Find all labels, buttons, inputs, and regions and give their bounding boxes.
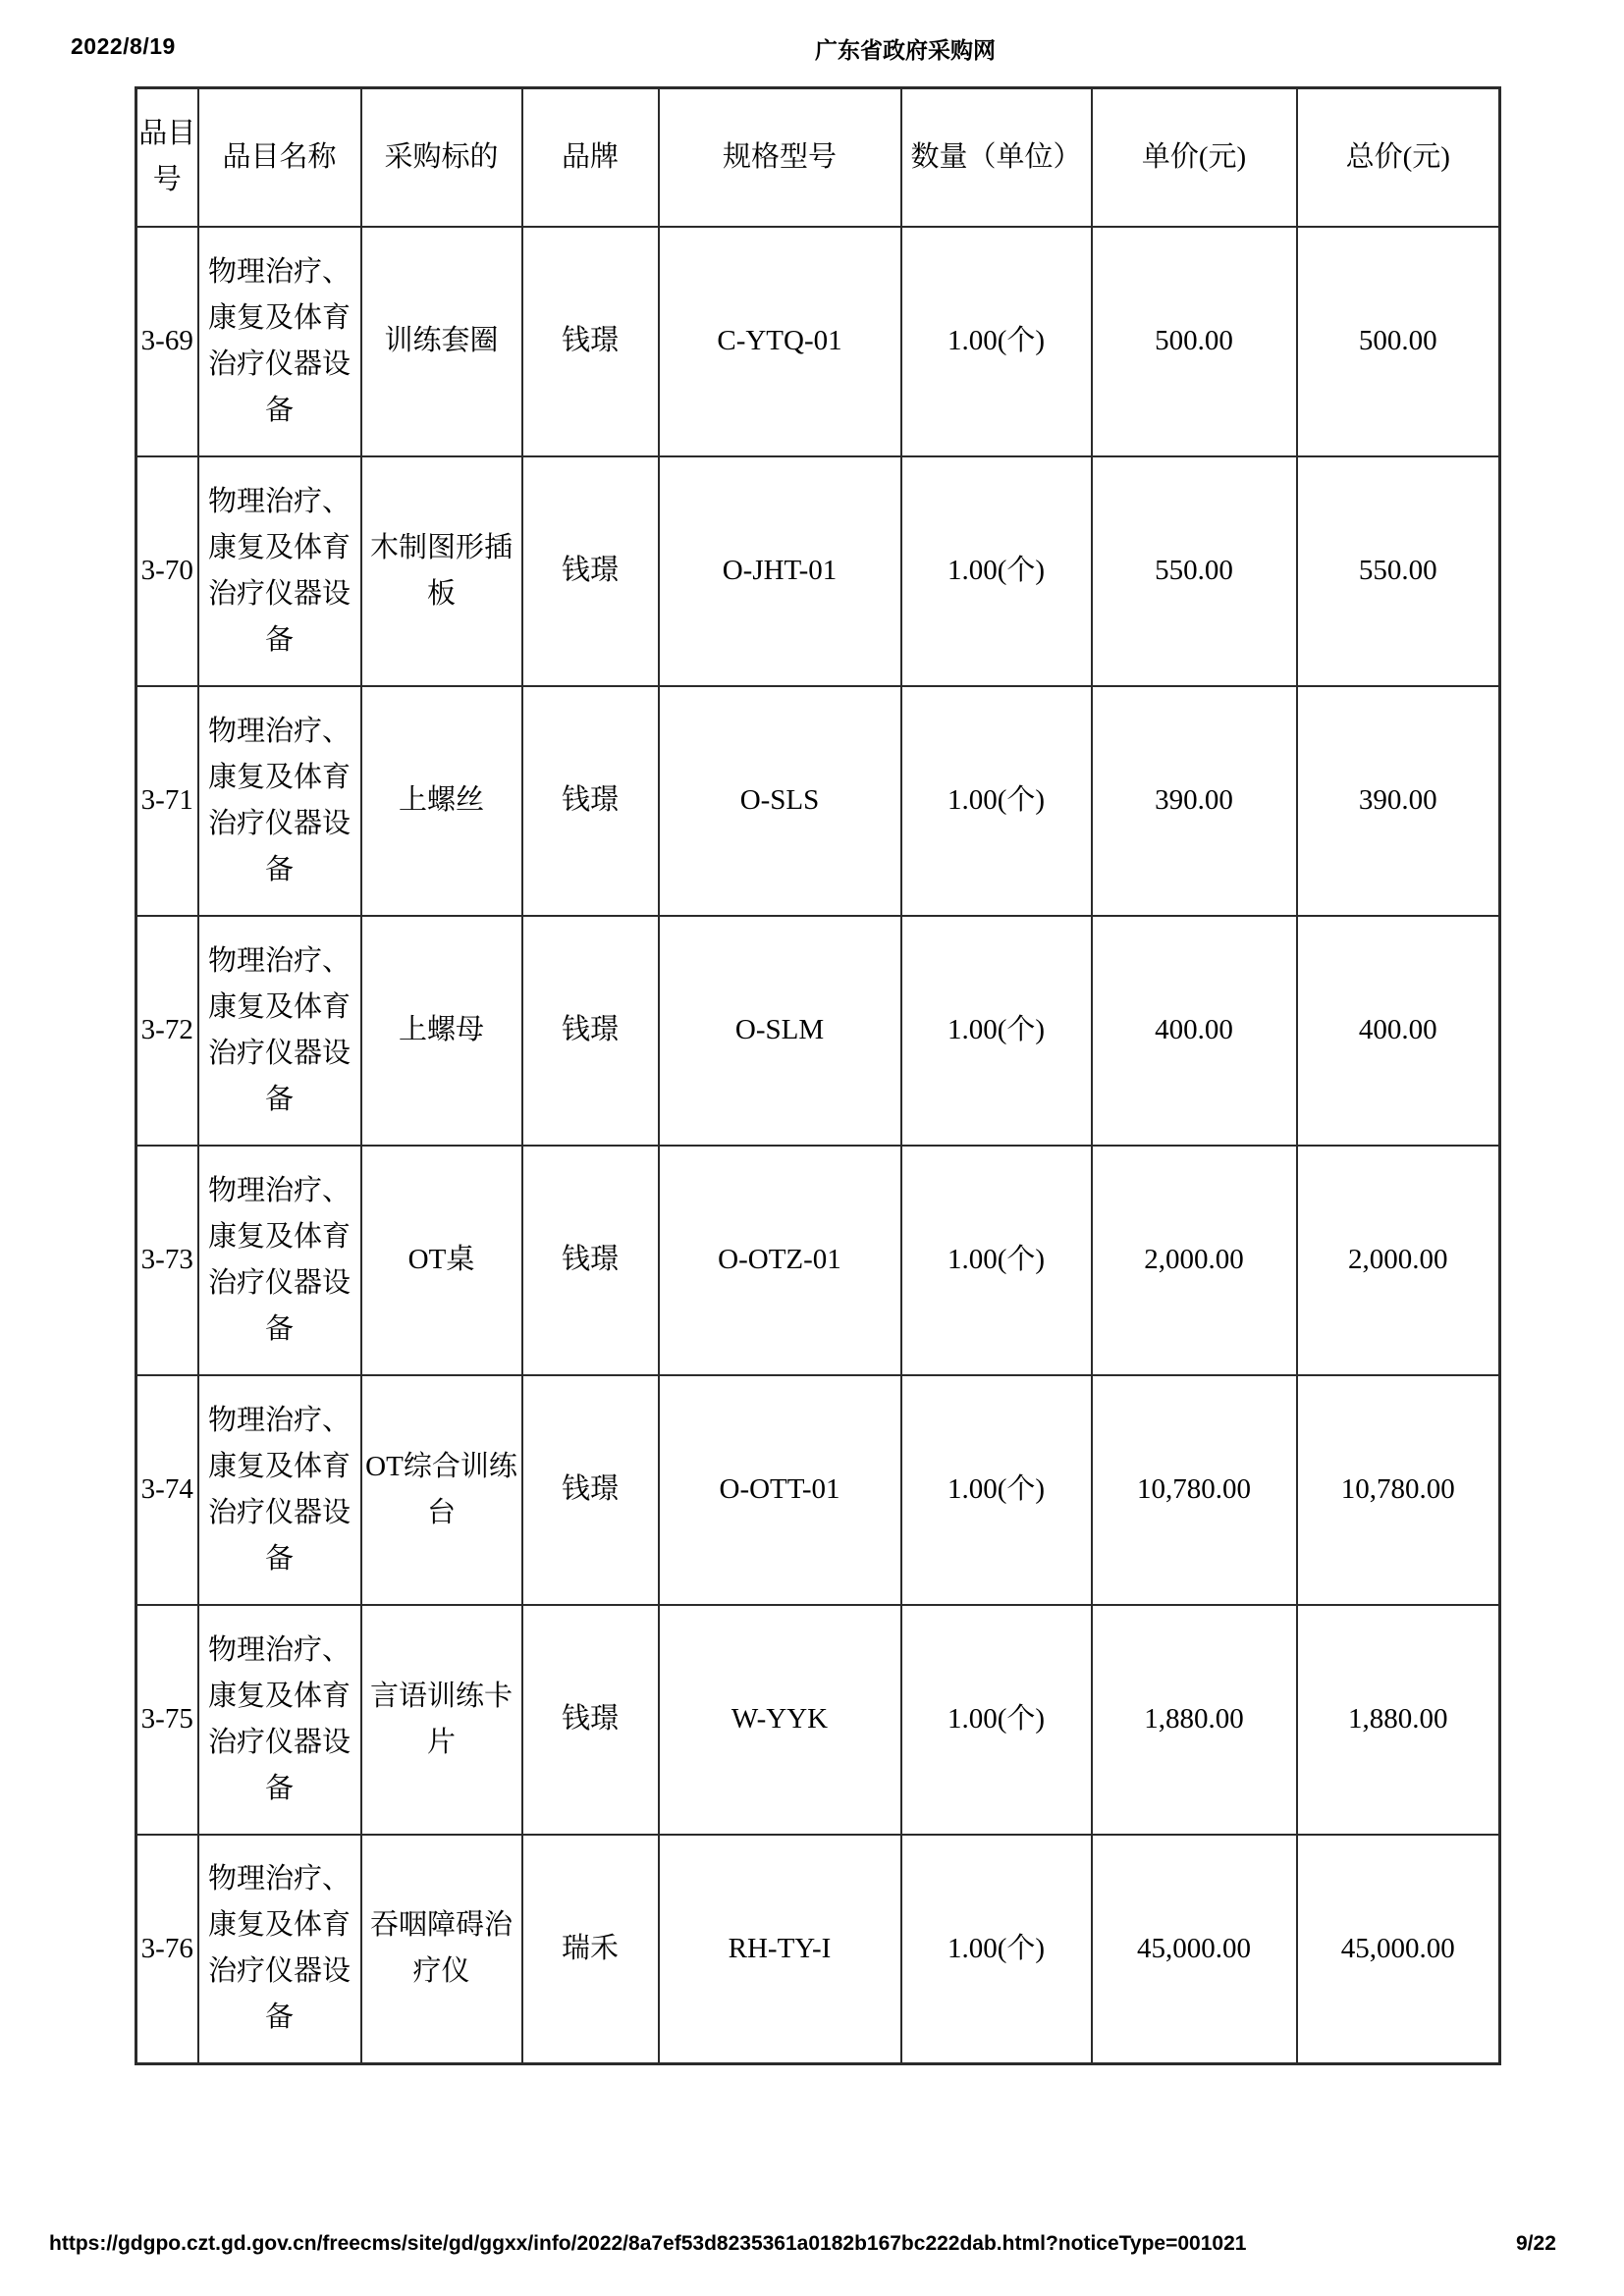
cell-item-name: 物理治疗、康复及体育治疗仪器设备 xyxy=(198,456,361,686)
cell-item-name: 物理治疗、康复及体育治疗仪器设备 xyxy=(198,686,361,916)
cell-target: 言语训练卡片 xyxy=(361,1605,522,1835)
cell-brand: 钱璟 xyxy=(522,456,659,686)
table-header-row xyxy=(136,88,1500,227)
print-footer-url: https://gdgpo.czt.gd.gov.cn/freecms/site/gd/ggxx/info/2022/8a7ef53d8235361a0182b167bc222dab.html?noticeType=001021 xyxy=(49,2232,1247,2255)
column-header-unit-price: 单价(元) xyxy=(1092,88,1297,227)
cell-unit-price: 45,000.00 xyxy=(1092,1835,1297,2064)
cell-quantity: 1.00(个) xyxy=(901,1375,1092,1605)
cell-item-name: 物理治疗、康复及体育治疗仪器设备 xyxy=(198,1835,361,2064)
cell-total-price: 500.00 xyxy=(1297,227,1500,456)
column-header-item-name: 品目名称 xyxy=(198,88,361,227)
cell-unit-price: 500.00 xyxy=(1092,227,1297,456)
cell-quantity: 1.00(个) xyxy=(901,456,1092,686)
table-row xyxy=(136,916,1500,1146)
table-body xyxy=(136,227,1500,2064)
cell-model: O-OTZ-01 xyxy=(659,1146,901,1375)
cell-total-price: 400.00 xyxy=(1297,916,1500,1146)
cell-brand: 钱璟 xyxy=(522,1375,659,1605)
cell-unit-price: 400.00 xyxy=(1092,916,1297,1146)
cell-item-no: 3-75 xyxy=(136,1605,198,1835)
cell-brand: 瑞禾 xyxy=(522,1835,659,2064)
procurement-items-table xyxy=(135,86,1501,2065)
cell-model: O-SLS xyxy=(659,686,901,916)
cell-brand: 钱璟 xyxy=(522,1146,659,1375)
cell-quantity: 1.00(个) xyxy=(901,1605,1092,1835)
cell-total-price: 550.00 xyxy=(1297,456,1500,686)
cell-quantity: 1.00(个) xyxy=(901,1835,1092,2064)
cell-total-price: 390.00 xyxy=(1297,686,1500,916)
column-header-model: 规格型号 xyxy=(659,88,901,227)
cell-brand: 钱璟 xyxy=(522,686,659,916)
cell-model: C-YTQ-01 xyxy=(659,227,901,456)
cell-total-price: 10,780.00 xyxy=(1297,1375,1500,1605)
cell-target: 上螺母 xyxy=(361,916,522,1146)
print-header-site-title: 广东省政府采购网 xyxy=(815,37,996,63)
cell-target: 吞咽障碍治疗仪 xyxy=(361,1835,522,2064)
cell-model: O-JHT-01 xyxy=(659,456,901,686)
column-header-item-no: 品目号 xyxy=(136,88,198,227)
column-header-target: 采购标的 xyxy=(361,88,522,227)
cell-item-no: 3-74 xyxy=(136,1375,198,1605)
cell-item-no: 3-73 xyxy=(136,1146,198,1375)
print-footer-page-number: 9/22 xyxy=(1516,2232,1556,2255)
cell-unit-price: 2,000.00 xyxy=(1092,1146,1297,1375)
cell-target: 训练套圈 xyxy=(361,227,522,456)
column-header-brand: 品牌 xyxy=(522,88,659,227)
table-header-row-group xyxy=(136,88,1500,227)
cell-total-price: 1,880.00 xyxy=(1297,1605,1500,1835)
cell-quantity: 1.00(个) xyxy=(901,1146,1092,1375)
cell-item-name: 物理治疗、康复及体育治疗仪器设备 xyxy=(198,1146,361,1375)
print-header-date: 2022/8/19 xyxy=(71,33,176,59)
cell-unit-price: 10,780.00 xyxy=(1092,1375,1297,1605)
cell-quantity: 1.00(个) xyxy=(901,227,1092,456)
cell-target: 木制图形插板 xyxy=(361,456,522,686)
column-header-quantity: 数量（单位） xyxy=(901,88,1092,227)
cell-quantity: 1.00(个) xyxy=(901,686,1092,916)
cell-unit-price: 390.00 xyxy=(1092,686,1297,916)
column-header-total-price: 总价(元) xyxy=(1297,88,1500,227)
cell-item-name: 物理治疗、康复及体育治疗仪器设备 xyxy=(198,227,361,456)
table-row xyxy=(136,456,1500,686)
cell-item-name: 物理治疗、康复及体育治疗仪器设备 xyxy=(198,1375,361,1605)
table-row xyxy=(136,227,1500,456)
table-row xyxy=(136,1835,1500,2064)
cell-total-price: 45,000.00 xyxy=(1297,1835,1500,2064)
cell-total-price: 2,000.00 xyxy=(1297,1146,1500,1375)
cell-item-name: 物理治疗、康复及体育治疗仪器设备 xyxy=(198,916,361,1146)
cell-quantity: 1.00(个) xyxy=(901,916,1092,1146)
table-row xyxy=(136,1375,1500,1605)
table-row xyxy=(136,686,1500,916)
cell-model: O-OTT-01 xyxy=(659,1375,901,1605)
cell-model: O-SLM xyxy=(659,916,901,1146)
table-row xyxy=(136,1605,1500,1835)
table-row xyxy=(136,1146,1500,1375)
cell-unit-price: 550.00 xyxy=(1092,456,1297,686)
cell-brand: 钱璟 xyxy=(522,227,659,456)
cell-brand: 钱璟 xyxy=(522,916,659,1146)
cell-target: OT桌 xyxy=(361,1146,522,1375)
cell-item-no: 3-71 xyxy=(136,686,198,916)
cell-item-no: 3-76 xyxy=(136,1835,198,2064)
cell-target: 上螺丝 xyxy=(361,686,522,916)
cell-unit-price: 1,880.00 xyxy=(1092,1605,1297,1835)
cell-brand: 钱璟 xyxy=(522,1605,659,1835)
cell-target: OT综合训练台 xyxy=(361,1375,522,1605)
cell-item-no: 3-72 xyxy=(136,916,198,1146)
cell-item-no: 3-70 xyxy=(136,456,198,686)
cell-item-name: 物理治疗、康复及体育治疗仪器设备 xyxy=(198,1605,361,1835)
cell-model: W-YYK xyxy=(659,1605,901,1835)
cell-model: RH-TY-I xyxy=(659,1835,901,2064)
cell-item-no: 3-69 xyxy=(136,227,198,456)
